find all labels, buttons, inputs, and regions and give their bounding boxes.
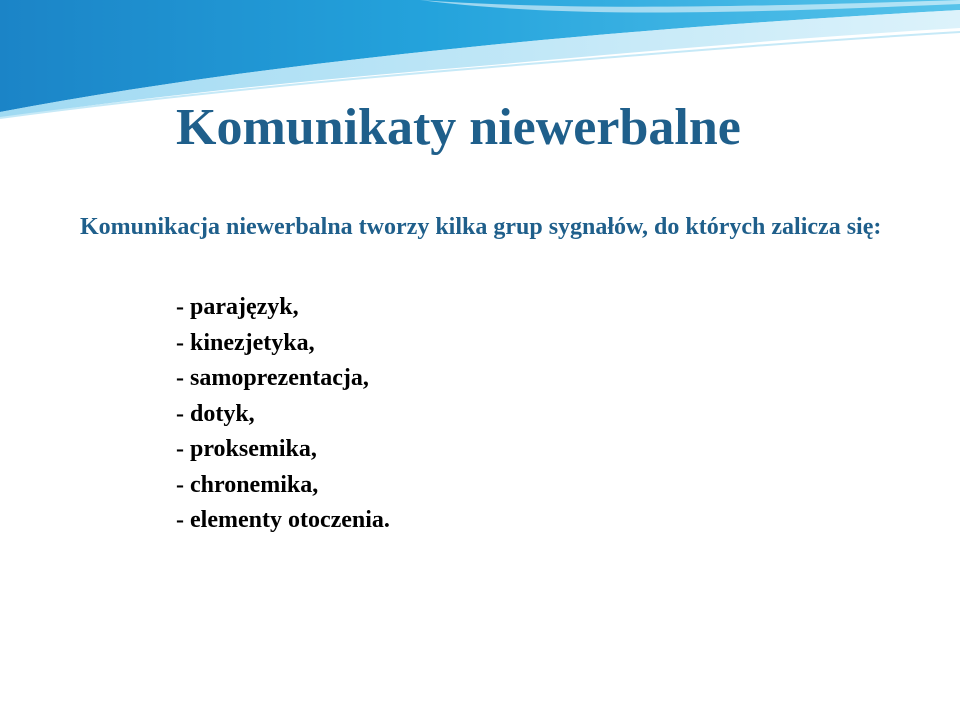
intro-paragraph: Komunikacja niewerbalna tworzy kilka grup sygnałów, do których zalicza się: bbox=[80, 214, 882, 240]
signal-groups-list bbox=[176, 290, 390, 539]
list-item: - dotyk, bbox=[176, 400, 255, 427]
list-item: - proksemika, bbox=[176, 436, 317, 462]
list-item: - kinezjetyka, bbox=[176, 329, 315, 356]
list-item: - samoprezentacja, bbox=[176, 365, 369, 391]
list-item: - parajęzyk, bbox=[176, 294, 299, 320]
list-item: - chronemika, bbox=[176, 471, 319, 498]
slide-title: Komunikaty niewerbalne bbox=[176, 99, 741, 156]
list-item: - elementy otoczenia. bbox=[176, 507, 390, 533]
